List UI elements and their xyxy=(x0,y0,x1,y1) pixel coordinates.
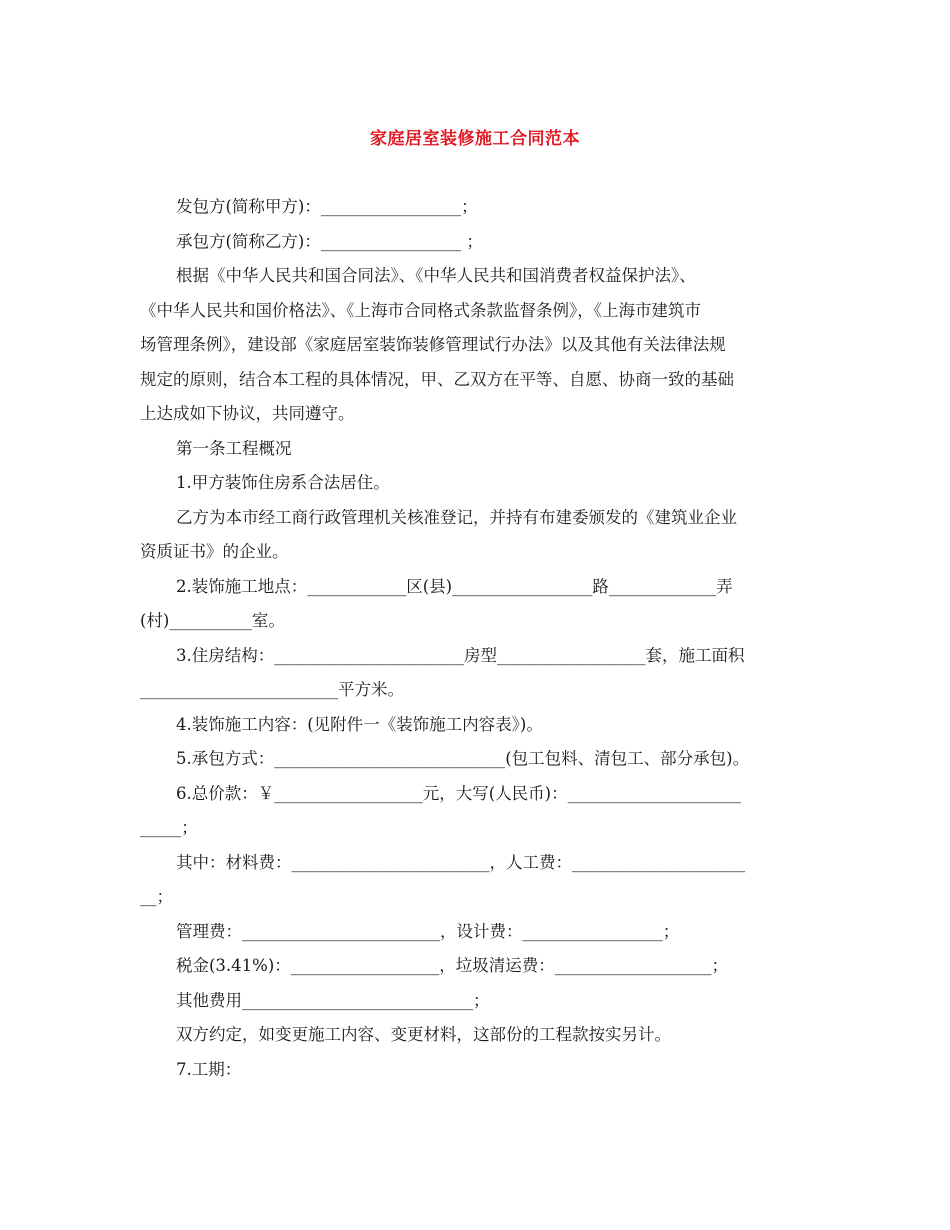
clause-1-note-line-2: 资质证书》的企业。 xyxy=(140,542,289,561)
document-title: 家庭居室装修施工合同范本 xyxy=(370,129,580,149)
preamble-line-5: 上达成如下协议，共同遵守。 xyxy=(140,404,355,423)
clause-6-line-2: _____； xyxy=(140,818,198,837)
clause-6-line-1: 6.总价款：￥__________________元，大写(人民币)：_____________________ xyxy=(176,783,741,803)
tax-line: 税金(3.41%)：__________________，垃圾清运费：___________________； xyxy=(176,956,729,975)
preamble-line-2: 《中华人民共和国价格法》、《上海市合同格式条款监督条例》，《上海市建筑市 xyxy=(140,300,701,320)
preamble-line-3: 场管理条例》，建设部《家庭居室装饰装修管理试行办法》以及其他有关法律法规 xyxy=(140,335,726,354)
preamble-line-4: 规定的原则，结合本工程的具体情况，甲、乙双方在平等、自愿、协商一致的基础 xyxy=(140,369,734,389)
document-body xyxy=(140,190,815,1087)
clause-3-line-1: 3.住房结构：_______________________房型__________________套，施工面积 xyxy=(176,645,745,665)
other-fees-line: 其他费用____________________________； xyxy=(176,990,490,1010)
change-agreement-line: 双方约定，如变更施工内容、变更材料，这部份的工程款按实另计。 xyxy=(176,1025,671,1044)
cost-breakdown-line-1: 其中：材料费：________________________，人工费：_____________________ xyxy=(176,852,746,872)
preamble-line-1: 根据《中华人民共和国合同法》、《中华人民共和国消费者权益保护法》、 xyxy=(176,266,696,285)
clause-7: 7.工期： xyxy=(176,1059,242,1079)
clause-2-line-2: (村)__________室。 xyxy=(140,611,285,630)
clause-1: 1.甲方装饰住房系合法居住。 xyxy=(176,473,390,492)
clause-4: 4.装饰施工内容：(见附件一《装饰施工内容表》)。 xyxy=(176,714,543,734)
party-b-line: 承包方(简称乙方)：_________________ ； xyxy=(176,231,483,251)
clause-2-line-1: 2.装饰施工地点：____________区(县)_________________路_____________弄 xyxy=(176,576,733,596)
party-a-line: 发包方(简称甲方)：_________________； xyxy=(176,197,478,216)
article-1-heading: 第一条工程概况 xyxy=(176,438,292,458)
clause-3-line-2: ________________________平方米。 xyxy=(140,680,404,699)
clause-5: 5.承包方式：____________________________(包工包料、清包工、部分承包)。 xyxy=(176,749,750,768)
clause-1-note-line-1: 乙方为本市经工商行政管理机关核准登记，并持有布建委颁发的《建筑业企业 xyxy=(176,507,737,527)
management-fee-line: 管理费：________________________，设计费：_________________； xyxy=(176,921,680,941)
cost-breakdown-line-2: __； xyxy=(140,887,173,906)
